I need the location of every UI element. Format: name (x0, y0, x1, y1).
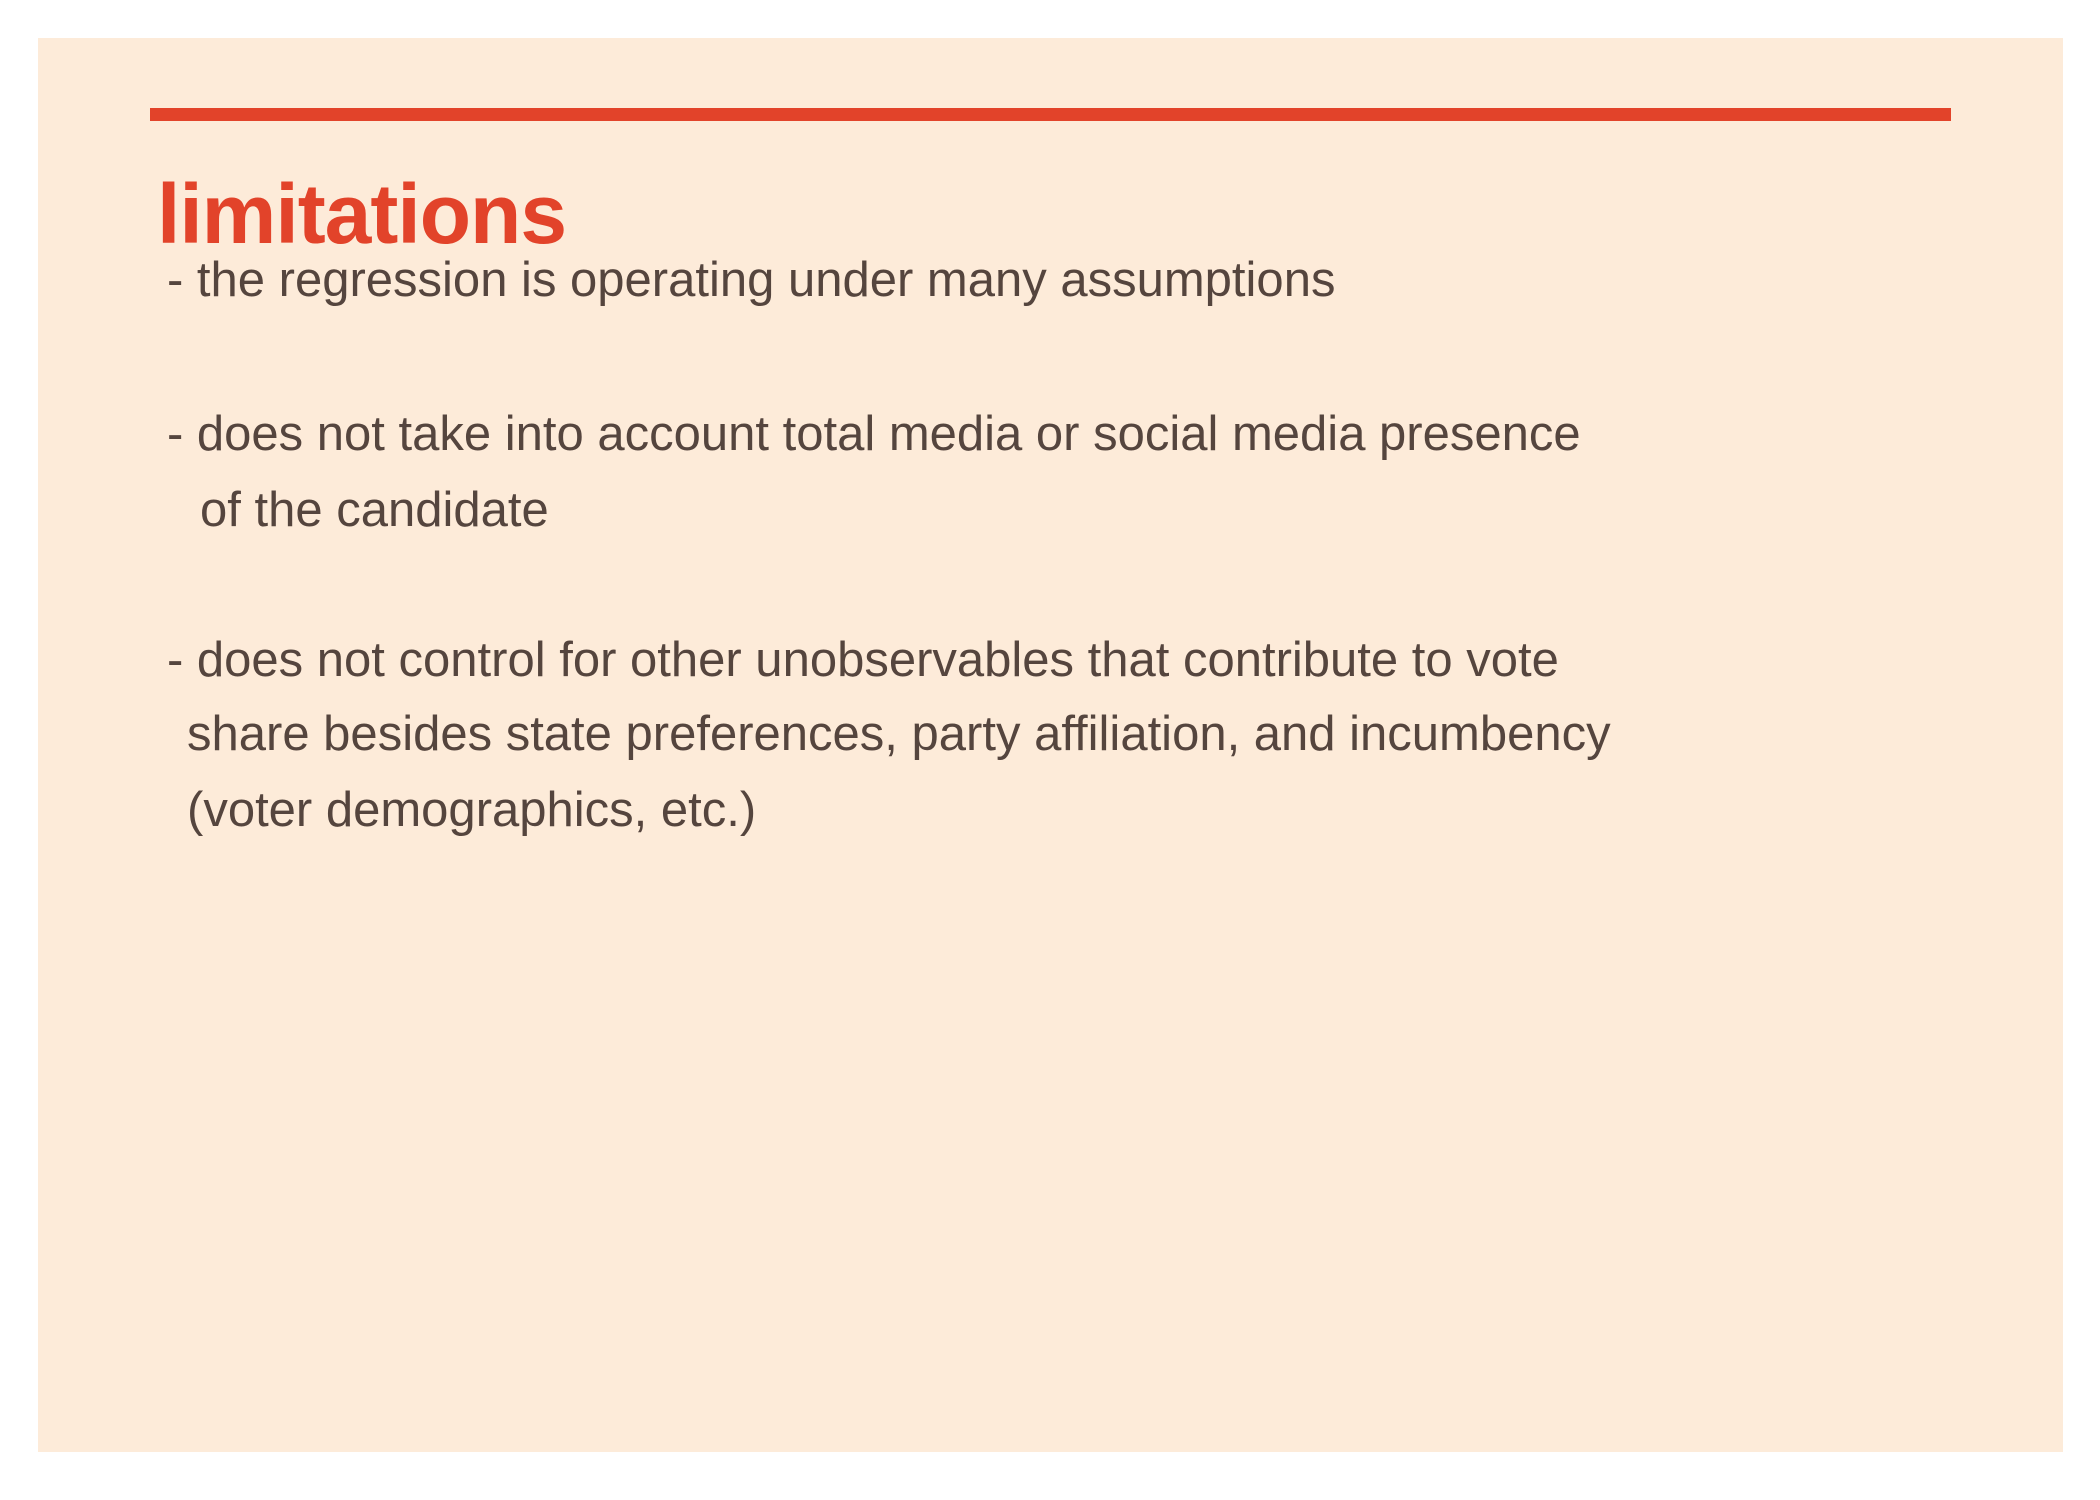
bullet-3-line-2: share besides state preferences, party affiliation, and incumbency (187, 707, 1611, 761)
bullet-2-line-2: of the candidate (200, 483, 549, 537)
bullet-2-line-1: - does not take into account total media or social media presence (167, 407, 1581, 461)
bullet-3-line-1: - does not control for other unobservables that contribute to vote (167, 633, 1559, 687)
slide-title: limitations (157, 167, 567, 261)
bullet-3-line-3: (voter demographics, etc.) (187, 783, 757, 837)
title-rule (150, 108, 1951, 121)
slide (38, 38, 2063, 1452)
bullet-1-line-1: - the regression is operating under many assumptions (167, 253, 1336, 307)
